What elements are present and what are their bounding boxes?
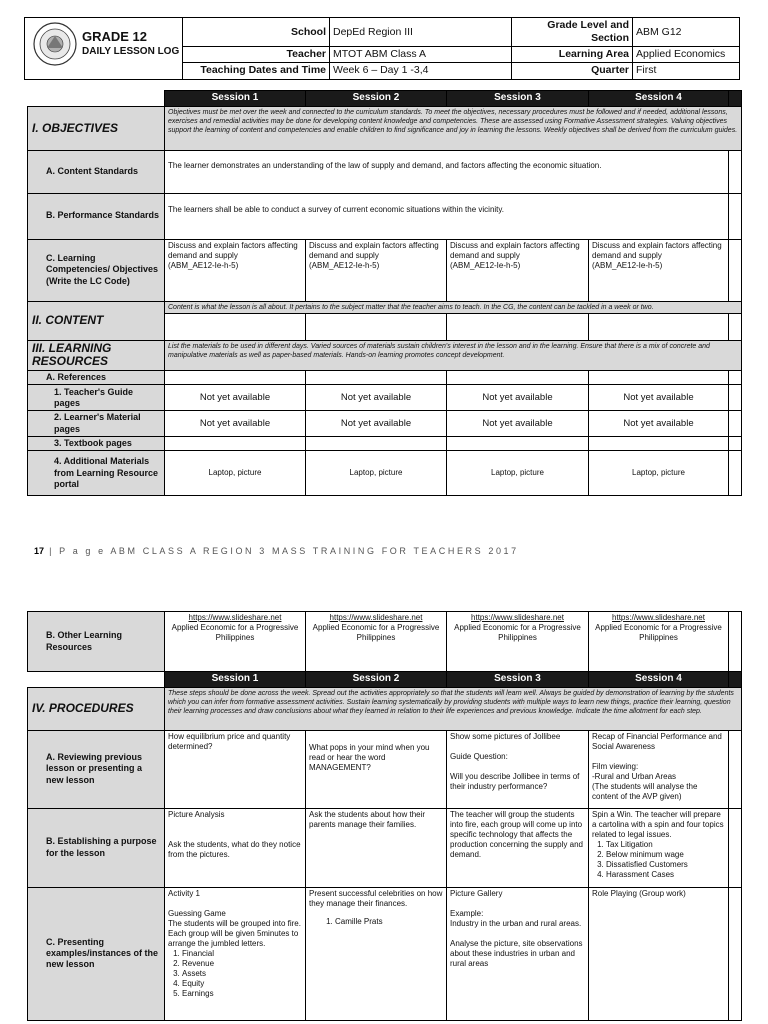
slideshare-link[interactable]: https://www.slideshare.net: [471, 613, 564, 622]
textbook-label: 3. Textbook pages: [28, 436, 165, 450]
guide-session-1: Not yet available: [165, 385, 306, 411]
content-note: Content is what the lesson is all about. It pertains to the subject matter that the teacher aims to teach. In the CG, the content can be tackled in a week or two.: [165, 301, 742, 313]
log-title: DAILY LESSON LOG: [82, 46, 180, 57]
objectives-table: [27, 90, 742, 496]
header-logo-cell: [25, 18, 183, 80]
list-item: 2. Below minimum wage: [606, 850, 725, 860]
competencies-label: C. Learning Competencies/ Objectives (Write the LC Code): [28, 239, 165, 301]
teacher-value: MTOT ABM Class A: [330, 47, 512, 63]
grade-label: Grade Level and Section: [512, 18, 633, 47]
reviewing-session-2: What pops in your mind when you read or hear the word MANAGEMENT?: [306, 730, 447, 808]
teacher-label: Teacher: [183, 47, 330, 63]
resources-title: III. LEARNING RESOURCES: [28, 340, 165, 371]
session-2-header: Session 2: [306, 672, 447, 688]
area-label: Learning Area: [512, 47, 633, 63]
purpose-session-4: Spin a Win. The teacher will prepare a cartolina with a spin and four topics related to legal issues. 1. Tax Litigation 2. Below minimum wage 3. Dissatisfied Customers 4. Harassment Cases: [589, 808, 729, 887]
additional-session-1: Laptop, picture: [165, 451, 306, 496]
area-value: Applied Economics: [633, 47, 740, 63]
procedures-title: IV. PROCEDURES: [28, 687, 165, 730]
list-item: 3. Assets: [182, 969, 302, 979]
reviewing-session-4: Recap of Financial Performance and Social Awareness Film viewing: -Rural and Urban Areas (The students will analyse the content of the AVP given): [589, 730, 729, 808]
session-3-header: Session 3: [447, 91, 589, 107]
performance-standards-label: B. Performance Standards: [28, 193, 165, 239]
reviewing-lesson-label: A. Reviewing previous lesson or presenting a new lesson: [28, 730, 165, 808]
header-table: [24, 17, 740, 80]
purpose-session-2: Ask the students about how their parents manage their families.: [306, 808, 447, 887]
guide-session-3: Not yet available: [447, 385, 589, 411]
jumbled-words-list: [168, 949, 302, 999]
reviewing-session-3: Show some pictures of Jollibee Guide Question: Will you describe Jollibee in terms of their industry performance?: [447, 730, 589, 808]
quarter-value: First: [633, 63, 740, 79]
additional-materials-label: 4. Additional Materials from Learning Resource portal: [28, 451, 165, 496]
list-item: 2. Revenue: [182, 959, 302, 969]
session-4-header: Session 4: [589, 672, 729, 688]
additional-session-4: Laptop, picture: [589, 451, 729, 496]
content-standards-label: A. Content Standards: [28, 150, 165, 193]
quarter-label: Quarter: [512, 63, 633, 79]
grade-value: ABM G12: [633, 18, 740, 47]
examples-session-3: Picture Gallery Example: Industry in the urban and rural areas. Analyse the picture, site observations about these industries in urban and rural areas: [447, 887, 589, 1020]
learner-session-4: Not yet available: [589, 411, 729, 437]
references-label: A. References: [28, 371, 165, 385]
session-3-header: Session 3: [447, 672, 589, 688]
school-value: DepEd Region III: [330, 18, 512, 47]
competency-session-2: Discuss and explain factors affecting demand and supply (ABM_AE12-Ie-h-5): [306, 239, 447, 301]
slideshare-link[interactable]: https://www.slideshare.net: [188, 613, 282, 622]
list-item: 1. Tax Litigation: [606, 840, 725, 850]
other-resources-label: B. Other Learning Resources: [28, 612, 165, 672]
celebrities-list: [309, 917, 443, 927]
reviewing-session-1: How equilibrium price and quantity determined?: [165, 730, 306, 808]
examples-session-4: Role Playing (Group work): [589, 887, 729, 1020]
other-session-1: https://www.slideshare.net Applied Economic for a Progressive Philippines: [165, 612, 306, 672]
performance-standards-value: The learners shall be able to conduct a survey of current economic situations within the vicinity.: [165, 193, 729, 239]
grade-title: GRADE 12: [82, 29, 148, 44]
objectives-title: I. OBJECTIVES: [28, 106, 165, 150]
additional-session-3: Laptop, picture: [447, 451, 589, 496]
resources-note: List the materials to be used in different days. Varied sources of materials sustain children's interest in the lesson and in the learning. Ensure that there is a mix of concrete and manipulative materials as well as paper-based materials. Hands-on learning promotes concept development.: [165, 340, 742, 371]
content-standards-value: The learner demonstrates an understanding of the law of supply and demand, and factors affecting the economic situation.: [165, 150, 729, 193]
list-item: 1. Camille Prats: [335, 917, 443, 927]
competency-session-1: Discuss and explain factors affecting demand and supply (ABM_AE12-Ie-h-5): [165, 239, 306, 301]
other-session-3: https://www.slideshare.net Applied Economic for a Progressive Philippines: [447, 612, 589, 672]
presenting-examples-label: C. Presenting examples/instances of the new lesson: [28, 887, 165, 1020]
guide-session-4: Not yet available: [589, 385, 729, 411]
purpose-session-3: The teacher will group the students into fire, each group will come up into specific technology that affects the production concerning the supply and demand.: [447, 808, 589, 887]
page-number: 17: [34, 546, 45, 556]
procedures-note: These steps should be done across the week. Spread out the activities appropriately so that the students will learn well. Always be guided by demonstration of learning by the students which you can infer from formative assessment activities. Sustain learning systematically by providing students with multiple ways to learn new things, practice their learning, question their learning processes and draw conclusions about what they learned in relation to their life experiences and previous knowledge. Indicate the time allotment for each step.: [165, 687, 742, 730]
examples-session-2: Present successful celebrities on how they manage their finances. 1. Camille Prats: [306, 887, 447, 1020]
list-item: 4. Harassment Cases: [606, 870, 725, 880]
competency-session-4: Discuss and explain factors affecting demand and supply (ABM_AE12-Ie-h-5): [589, 239, 729, 301]
teachers-guide-label: 1. Teacher's Guide pages: [28, 385, 165, 411]
learners-material-label: 2. Learner's Material pages: [28, 411, 165, 437]
examples-session-1: Activity 1 Guessing Game The students will be grouped into fire. Each group will be given 5minutes to arrange the jumbled letters. 1. Financial 2. Revenue 3. Assets 4. Equity 5. Earnings: [165, 887, 306, 1020]
slideshare-link[interactable]: https://www.slideshare.net: [329, 613, 423, 622]
additional-session-2: Laptop, picture: [306, 451, 447, 496]
page-footer: [34, 546, 519, 556]
other-session-4: https://www.slideshare.net Applied Economic for a Progressive Philippines: [589, 612, 729, 672]
session-1-header: Session 1: [165, 91, 306, 107]
procedures-table: [27, 611, 742, 1021]
purpose-label: B. Establishing a purpose for the lesson: [28, 808, 165, 887]
footer-text: | P a g e ABM CLASS A REGION 3 MASS TRAINING FOR TEACHERS 2017: [49, 546, 519, 556]
session-1-header: Session 1: [165, 672, 306, 688]
content-title: II. CONTENT: [28, 301, 165, 340]
learner-session-1: Not yet available: [165, 411, 306, 437]
slideshare-link[interactable]: https://www.slideshare.net: [612, 613, 705, 622]
session-4-header: Session 4: [589, 91, 729, 107]
list-item: 5. Earnings: [182, 989, 302, 999]
competency-session-3: Discuss and explain factors affecting demand and supply (ABM_AE12-Ie-h-5): [447, 239, 589, 301]
list-item: 4. Equity: [182, 979, 302, 989]
learner-session-2: Not yet available: [306, 411, 447, 437]
legal-issues-list: [592, 840, 725, 880]
objectives-note: Objectives must be met over the week and connected to the curriculum standards. To meet the objectives, necessary procedures must be followed and if needed, additional lessons, exercises and remedial activities may be done for developing content knowledge and competencies. These are assessed using Formative Assessment strategies. Valuing objectives support the learning of content and competencies and enable children to find significance and joy in learning the lessons. Weekly objectives shall be derived from the curriculum guides.: [165, 106, 742, 150]
session-2-header: Session 2: [306, 91, 447, 107]
purpose-session-1: Picture Analysis Ask the students, what do they notice from the pictures.: [165, 808, 306, 887]
list-item: 1. Financial: [182, 949, 302, 959]
dates-label: Teaching Dates and Time: [183, 63, 330, 79]
learner-session-3: Not yet available: [447, 411, 589, 437]
dates-value: Week 6 – Day 1 -3,4: [330, 63, 512, 79]
guide-session-2: Not yet available: [306, 385, 447, 411]
list-item: 3. Dissatisfied Customers: [606, 860, 725, 870]
other-session-2: https://www.slideshare.net Applied Economic for a Progressive Philippines: [306, 612, 447, 672]
school-label: School: [183, 18, 330, 47]
